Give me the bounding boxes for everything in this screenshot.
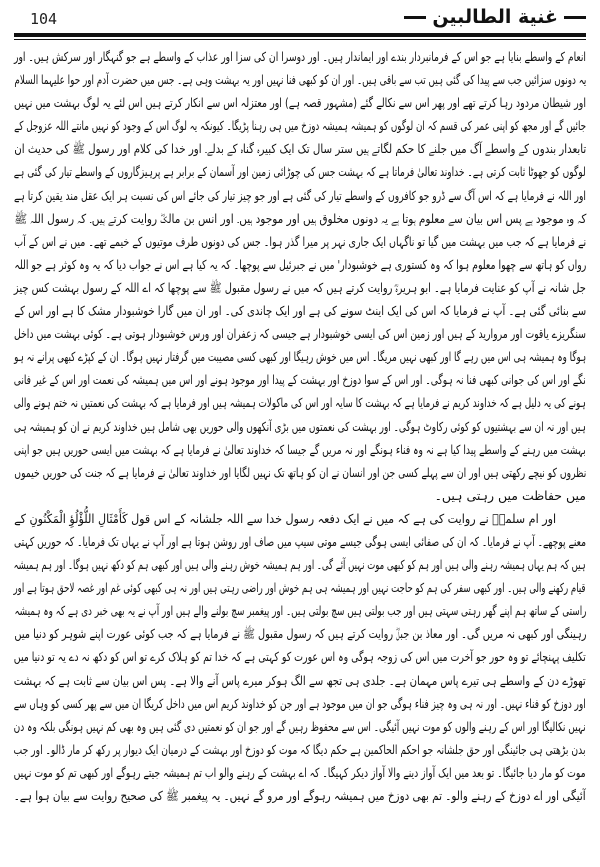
text-line bbox=[14, 738, 586, 761]
text-line bbox=[14, 715, 586, 738]
text-line-content: بدن بڑھتی ہی جائینگی اور حق جلشانہ جو احکم الحاکمین ہے حکم دیگا کہ موت کو دوزخ اور بہشت کے درمیان ایک دیوار پر رکھ کر مار ڈالو۔ اور جب bbox=[14, 741, 586, 757]
text-line-content: نہیں نکالیگا اور اس کے رہنے والوں کو موت نہیں آئیگی۔ اس سے محفوظ رہیں گے اور جو ان کو نعمتیں دی گئی ہیں وہ بھی کم نہیں ہونگی بلکہ وہ دن bbox=[14, 718, 586, 734]
text-line bbox=[14, 622, 586, 645]
text-line-content: لوگوں کو جھوٹا ثابت کرتی ہے۔ خداوند تعالیٰ فرماتا ہے کہ بہشت جس کی چوڑائی زمین اور آسمان کے برابر ہے پرہیزگاروں کے واسطے تیار کی گئی ہے bbox=[14, 164, 586, 180]
text-line bbox=[14, 230, 586, 253]
text-line bbox=[14, 438, 586, 461]
header-rule-thin bbox=[14, 39, 586, 40]
text-line-content: معنے پوچھے۔ آپ نے فرمایا۔ کہ ان کی صفائی ایسی ہوگی جیسے موتی سیپ میں صاف اور روشن ہوتا ہے اور آپ نے یہاں تک فرمایا۔ کہ حوریں کہتی bbox=[14, 533, 586, 549]
text-line-content: جل شانہ نے آپ کو عنایت فرمایا ہے۔ ابو ہریرہؓ روایت کرتے ہیں کہ میں نے رسول مقبول ﷺ سے پوچھا کہ اے اللہ کے رسول بہشت کس چیز bbox=[14, 279, 586, 295]
text-line-content: رہینگی اور کبھی نہ مریں گی۔ اور معاذ بن جبلؓ روایت کرتے ہیں کہ رسول مقبول ﷺ نے فرمایا ہے کہ جب کوئی عورت اپنے شوہر کو دنیا میں bbox=[14, 626, 586, 642]
text-line bbox=[14, 160, 586, 183]
text-line-content: تابعدار بندوں کے واسطے آگ میں جلنے کا حکم لگاتے ہیں ستر سال تک ایک کبیرہ گناہ کے بدلے۔ اور خدا کی کلام اور رسول ﷺ کی حدیث ان bbox=[14, 141, 586, 157]
text-line bbox=[14, 553, 586, 576]
book-title: غنية الطالبين bbox=[432, 6, 558, 28]
text-line bbox=[14, 692, 586, 715]
text-line bbox=[14, 322, 586, 345]
page-body-text bbox=[14, 45, 586, 807]
text-line bbox=[14, 391, 586, 414]
header-dash bbox=[564, 16, 586, 19]
text-line bbox=[14, 253, 586, 276]
text-line-content: موت کو مار دیا جائیگا۔ تو بعد میں ایک آواز دینے والا آواز دیکر کہیگا۔ کہ اے بہشت کے رہنے والو اب تم ہمیشہ جیتے رہوگے اور کبھی تم کو موت نہیں bbox=[14, 764, 586, 780]
text-line bbox=[14, 784, 586, 807]
text-line-content: جائیں گے اور مجھ کو اپنی عمر کی قسم کہ ان لوگوں کو ہمیشہ ہمیشہ دوزخ میں ہی رہنا پڑیگا۔ کیونکہ یہ لوگ اس کے وجود کو نہیں مانتے اللہ عزوجل کے bbox=[14, 118, 586, 134]
text-line bbox=[14, 576, 586, 599]
text-line bbox=[14, 507, 586, 530]
text-line bbox=[14, 45, 586, 68]
text-line-content: قیام رکھنے والی ہیں۔ اور کبھی سفر کی ہم کو حاجت نہیں اور ہمیشہ ہی ہم خوش اور راضی رہتی ہیں اور نہ ہی کبھی کوئی غم اور غصہ لاحق ہوتا ہے اور bbox=[14, 580, 586, 596]
text-line-content: میں حفاظت میں رہتی ہیں۔ bbox=[434, 487, 586, 503]
text-line-content: یہ دونوں سزائیں جب سے پیدا کی گئی ہیں تب سے باقی ہیں۔ اور ان کو کبھی فنا نہیں اور یہ بہشت وہی ہے۔ جس میں حضرت آدم اور حوا علیہما السلام bbox=[14, 72, 586, 88]
text-line-content: بہشت میں رہنے کے واسطے پیدا کیا ہے نہ وہ فناء ہونگے اور نہ مریں گے جیسا کہ خداوند تعالیٰ نے فرمایا ہے کہ بہشت میں ایسی حوریں ہیں جو اپنی bbox=[14, 441, 586, 457]
text-line bbox=[14, 368, 586, 391]
text-line bbox=[14, 669, 586, 692]
text-line-content: راستی کے ساتھ ہم اپنے گھر رہتی سہتی ہیں اور جب بولتی ہیں سچ بولتی ہیں۔ اور پیغمبر سچ بولنے والے ہیں اور آپ نے یہ بھی خبر دی ہے کہ وہ ہمیشہ bbox=[14, 603, 586, 619]
header-rule-thick bbox=[14, 33, 586, 37]
text-line bbox=[14, 299, 586, 322]
text-line-content: اور شیطان مردود رہا کرتے تھے اور پھر اس سے نکالے گئے (مشہور قصہ ہے) اور معتزلہ اس سے انکار کرتے ہیں اس لئے یہ لوگ بہشت میں نہیں bbox=[14, 95, 586, 111]
text-line-content: ہیں اور نہ ان سے بہشتیوں کو کوئی رکاوٹ ہوگی۔ اور بہشت کی نعمتوں میں بڑی آنکھوں والی حوریں بھی شامل ہیں خداوند کریم نے ان کو ہمیشہ ہی bbox=[14, 418, 586, 434]
text-line bbox=[14, 276, 586, 299]
text-line bbox=[14, 137, 586, 160]
text-line-content: آئیگی اور اے دوزخ کے رہنے والو۔ تم بھی دوزخ میں ہمیشہ رہوگے اور مرو گے نہیں۔ یہ پیغمبر ﷺ کی صحیح روایت سے بیان ہوا ہے۔ bbox=[14, 788, 586, 803]
text-line bbox=[14, 114, 586, 137]
text-line bbox=[14, 599, 586, 622]
text-line bbox=[14, 415, 586, 438]
text-line-content: نگے اور اس کی جوانی کبھی فنا نہ ہوگی۔ اور اس کے سوا دوزخ اور بہشت کے پیدا اور موجود ہونے اور اس میں ہمیشہ کی نعمت اور اس کے غیر فانی bbox=[14, 372, 586, 388]
text-line-content: اور اللہ نے فرمایا ہے کہ اس آگ سے ڈرو جو کافروں کے واسطے تیار کی گئی ہے اور جو چیز تیار کی جائے اس کی نسبت ہر ایک عقل مند یقین کرتا ہے bbox=[14, 187, 586, 203]
text-line-content: انعام کے واسطے بنایا ہے جو اس کے فرمانبردار بندے اور ایماندار ہیں۔ اور دوسرا ان کی سزا اور عذاب کے واسطے ہے جو گنہگار اور سرکش ہیں۔ اور bbox=[14, 49, 586, 64]
text-line-content: رواں کو ہاتھ سے چھوا معلوم ہوا کہ وہ کستوری ہے خوشبودار' میں نے جبرئیل سے پوچھا۔ کہ یہ کیا ہے اس نے جواب دیا کہ یہ وہ کوثر ہے جو اللہ bbox=[14, 256, 586, 272]
text-line-content: تکلیف پہنچائے تو وہ حور جو آخرت میں اس کی زوجہ ہوگی وہ اس عورت کو کہتی ہے کہ خدا تم کو ہلاک کرے تو اس کو دکھ نہ دے یہ تو دنیا میں bbox=[14, 649, 586, 665]
text-line bbox=[14, 184, 586, 207]
text-line bbox=[14, 761, 586, 784]
text-line-content: سے بنائی گئی ہے۔ آپ نے فرمایا کہ اس کی ایک اینٹ سونے کی ہے اور ایک چاندی کی۔ اور ان میں گارا خوشبودار مشک کا ہے اور اس کے bbox=[14, 303, 586, 319]
text-line-content: اور دوزخ کو فناء نہیں۔ اور نہ ہی وہ چیز فناء ہوگی جو ان میں موجود ہے اور جن کو خداوند کریم اس میں داخل کریگا ان میں سے پھر کسی کو وہاں سے bbox=[14, 695, 586, 711]
text-line bbox=[14, 68, 586, 91]
text-line-content: تھوڑے دن کے واسطے ہی تیرے پاس مہمان ہے۔ جلدی ہی تجھ سے الگ ہوکر میرے پاس آنے والا ہے۔ پس اس بیان سے ثابت ہے کہ بہشت bbox=[14, 672, 586, 688]
text-line-content: اور ام سلمہؓ نے روایت کی ہے کہ میں نے ایک دفعہ رسول خدا سے اللہ جلشانہ کے اس قول كَأَمْثَالِ اللُّؤْلُؤِ الْمَكْنُونِ کے bbox=[14, 510, 556, 526]
header-dash bbox=[404, 16, 426, 19]
text-line bbox=[14, 345, 586, 368]
text-line-content: نظروں کو نیچے رکھتی ہیں اور ان سے پہلے کسی جن اور انسان نے ان کو ہاتھ تک نہیں لگایا اور خداوند تعالیٰ نے فرمایا ہے کہ جنت کی حوریں خیموں bbox=[14, 464, 586, 480]
text-line-content: کہ وہ موجود ہے پس اس بیان سے معلوم ہوتا ہے یہ دونوں مخلوق ہیں اور موجود ہیں۔ اور انس بن مالکؓ روایت کرتے ہیں۔ کہ رسول اللہ ﷺ bbox=[14, 210, 586, 226]
text-line bbox=[14, 530, 586, 553]
text-line-content: ہونے کی یہ دلیل ہے کہ خداوند کریم نے فرمایا ہے کہ بہشت کا سایہ اور اس کی ماکولات ہمیشہ ہیں اور فرمایا ہے کہ بہشت کی نعمتیں نہ ختم ہونے والی bbox=[14, 395, 586, 411]
text-line bbox=[14, 91, 586, 114]
text-line bbox=[14, 484, 586, 507]
text-line-content: سنگریزے یاقوت اور مروارید کے ہیں اور زمین اس کی ایسی خوشبودار ہے جیسی کہ زعفران اور ورس خوشبودار ہوتی ہے۔ کوئی بہشت میں داخل bbox=[14, 326, 586, 342]
text-line-content: نے فرمایا ہے کہ جب میں بہشت میں گیا تو ناگہاں ایک جاری نہر پر میرا گذر ہوا۔ جس کی دونوں طرف موتیوں کے خیمے تھے۔ میں نے اس کے آب bbox=[14, 233, 586, 249]
page-number: 104 bbox=[30, 10, 58, 28]
running-header bbox=[404, 6, 586, 28]
text-line bbox=[14, 461, 586, 484]
text-line-content: ہوگا وہ ہمیشہ ہی اس میں رہے گا اور کبھی نہیں مریگا۔ اس میں خوش رہیگا اور کبھی کسی مصیبت میں گرفتار نہیں ہوگا۔ ان کے کپڑے کبھی پرانے نہ ہو bbox=[14, 349, 586, 365]
text-line bbox=[14, 207, 586, 230]
text-line-content: ہیں کہ ہم یہاں ہمیشہ رہنے والی ہیں اور ہم کو کبھی موت نہیں آئے گی۔ اور ہم ہمیشہ خوش رہنے والی ہیں اور کبھی ہم کو دکھ نہیں ہوگا۔ اور ہم ہمیشہ bbox=[14, 557, 586, 573]
text-line bbox=[14, 645, 586, 668]
